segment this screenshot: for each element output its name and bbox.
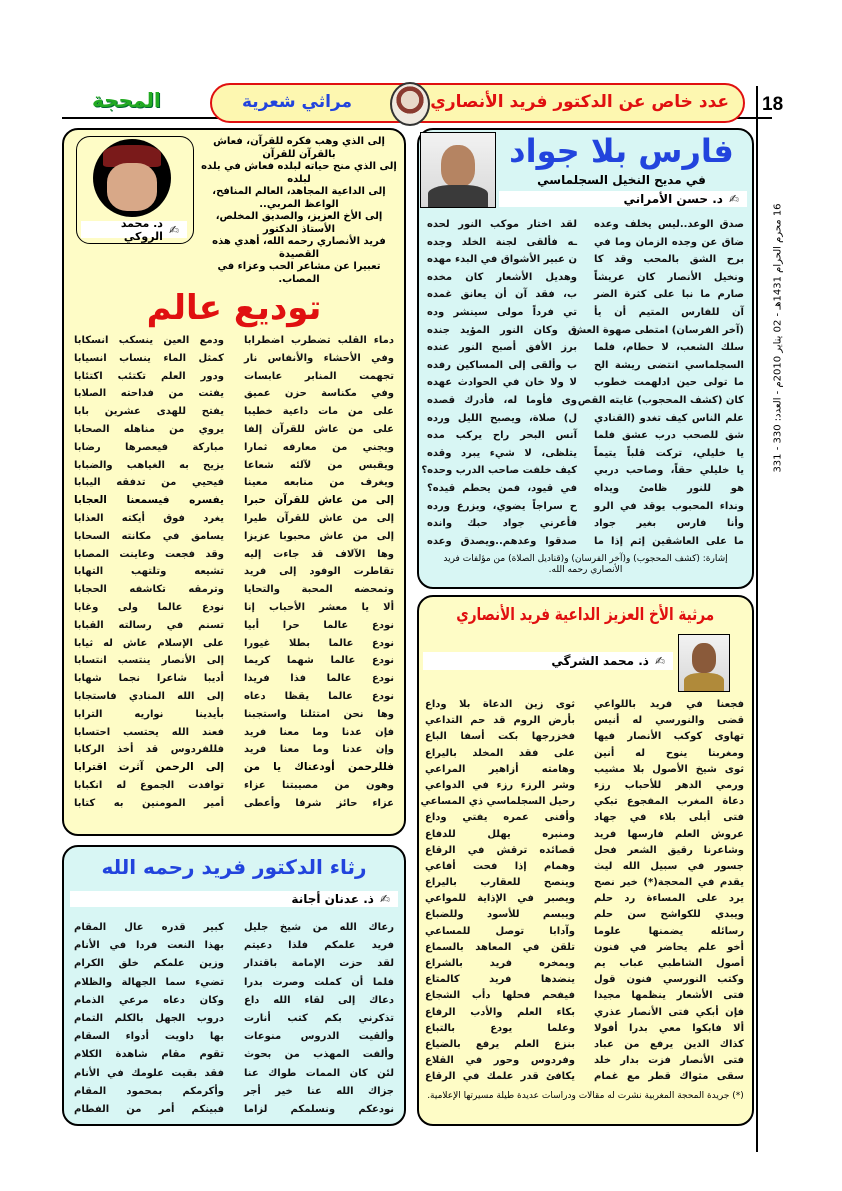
verse-row — [425, 1037, 744, 1053]
second-hemistich: وأكرمكم بمحمود المقام — [74, 1085, 224, 1097]
second-hemistich: تقوم مقام شاهدة الكلام — [74, 1049, 224, 1061]
first-hemistich: على من عاش للقرآن إلفا — [244, 423, 394, 435]
verse-row — [74, 777, 394, 795]
second-hemistich: فخزرجها بكت أسفا الباع — [425, 731, 575, 743]
section-title: مراثي شعرية — [242, 92, 353, 112]
first-hemistich: وفي الأحشاء والأنفاس نار — [244, 352, 394, 364]
first-hemistich: فتى أبلى بلاء في جهاد — [594, 812, 744, 824]
second-hemistich: وهديل الأشعار كان مخده — [427, 271, 577, 283]
issue-info — [770, 128, 786, 548]
author-name: ذ. محمد الشرگي — [551, 654, 649, 668]
article-title: توديع عالم — [146, 288, 322, 328]
portrait-photo — [390, 82, 430, 126]
verse-row — [427, 304, 744, 322]
second-hemistich: ومنبره يهلل للدفاع — [425, 828, 575, 840]
verse-row — [74, 635, 394, 653]
first-hemistich: وشاعرنا رقيق الشعر فحل — [594, 844, 744, 856]
article-title: مرثية الأخ العزيز الداعية فريد الأنصاري — [455, 605, 714, 625]
second-hemistich: بنزع العلم يرفع بالضياع — [425, 1038, 575, 1050]
first-hemistich: لئن كان الممات طواك عنا — [244, 1067, 394, 1079]
verse-row — [427, 445, 744, 463]
first-hemistich: لقد حزت الإمامة باقتدار — [244, 958, 394, 970]
first-hemistich: يا خليلي حقاً، وصاحب دربي — [594, 465, 744, 477]
second-hemistich: يزيح به الغياهب والضبابا — [74, 459, 224, 471]
dedication-line: إلى الأخ العزيز، والصديق المخلص، الأستاذ الدكتور — [215, 211, 383, 235]
second-hemistich: وى فأوما له، فأدرك قصده — [427, 394, 577, 406]
verse-row — [427, 322, 744, 340]
verse-row — [74, 1010, 394, 1028]
first-hemistich: ألا فابكوا معي بدرا أفولا — [594, 1022, 744, 1034]
verse-row — [74, 457, 394, 475]
verse-row — [427, 269, 744, 287]
pen-icon: ✍ — [728, 192, 739, 206]
verse-row — [74, 617, 394, 635]
first-hemistich: وفي مكناسة حزن عميق — [244, 388, 394, 400]
verse-row — [425, 924, 744, 940]
second-hemistich: بأيدينا نواريه الترابا — [74, 708, 224, 720]
verse-row — [427, 374, 744, 392]
article-title: فارس بلا جواد — [509, 132, 734, 170]
second-hemistich: توافدت الجموع له انكبابا — [74, 779, 224, 791]
second-hemistich: ب، فقد آن أن يعانق غمده — [427, 289, 577, 301]
verse-row — [427, 339, 744, 357]
verse-row — [74, 652, 394, 670]
first-hemistich: وهون من مصيبتنا عزاء — [244, 779, 394, 791]
first-hemistich: كذاك الدين يرفع من عباد — [594, 1038, 744, 1050]
footnote: (*) جريدة المحجة المغربية نشرت له مقالات ودراسات عديدة طيلة مسيرتها الإعلامية. — [427, 1091, 744, 1101]
second-hemistich: وكان دعاه مرعي الذمام — [74, 994, 224, 1006]
second-hemistich: فبينكم أمر من الفطام — [74, 1103, 224, 1115]
first-hemistich: (آخر الفرسان) امتطى صهوة العش — [572, 324, 744, 336]
verse-row — [427, 357, 744, 375]
verse-row — [427, 427, 744, 445]
first-hemistich: قضى والنورسي له أنيس — [594, 715, 744, 727]
second-hemistich: ينضدها فريد كالمتاع — [425, 974, 575, 986]
second-hemistich: على الإسلام عاش له ثيابا — [74, 637, 224, 649]
second-hemistich: تشيعه وتلتهب التهابا — [74, 566, 224, 578]
verse-row — [74, 937, 394, 955]
first-hemistich: نودع عالما شهما كريما — [244, 655, 394, 667]
dedication-line: تعبيرا عن مشاعر الحب وعزاء في المصاب. — [217, 261, 381, 285]
second-hemistich: قصائده ترقش في الرقاع — [425, 844, 575, 856]
first-hemistich: ونخيل الأنصار كان عريشاً — [594, 271, 744, 283]
verse-row — [74, 403, 394, 421]
verse-row — [427, 216, 744, 234]
second-hemistich: تي فرداً مولى سينشر وده — [427, 306, 577, 318]
first-hemistich: ويغرف من منابعه معينا — [244, 477, 394, 489]
page-number: 18 — [762, 94, 784, 115]
second-hemistich: أديبا شاعرا نجما شهابا — [74, 673, 224, 685]
second-hemistich: كبير قدره عال المقام — [74, 922, 224, 933]
verse-row — [425, 778, 744, 794]
verse-row — [425, 827, 744, 843]
first-hemistich: ورمي الدهر للأحباب رزء — [594, 779, 744, 791]
verse-row — [425, 972, 744, 988]
poem — [74, 332, 394, 813]
first-hemistich: عروش العلم فارسها فريد — [594, 828, 744, 840]
article-title: رثاء الدكتور فريد رحمه الله — [101, 855, 367, 879]
second-hemistich: ح سراجاً يضوي، ويزرع ورده — [427, 500, 577, 512]
second-hemistich: يغرد فوق أيكته العذابا — [74, 512, 224, 524]
second-hemistich: يروي من مناهله الصحابا — [74, 423, 224, 435]
dedication-line: إلى الذي منح حياته لبلده فعاش في بلده لبلده — [201, 161, 397, 185]
verse-row — [427, 251, 744, 269]
pen-icon: ✍ — [379, 892, 390, 906]
author-byline — [70, 891, 398, 907]
author-photo — [678, 634, 730, 692]
dedication-line: إلى الذي وهب فكره للقرآن، فعاش بالقرآن للقرآن — [213, 136, 385, 160]
first-hemistich: ونداء المحبوب يوقد في الرو — [594, 500, 744, 512]
verse-row — [421, 462, 744, 480]
second-hemistich: وقد فجعت وعاينت المصابا — [74, 548, 224, 560]
verse-row — [427, 234, 744, 252]
second-hemistich: وأفنى عمره يفتي وداع — [425, 812, 575, 824]
verse-row — [74, 974, 394, 992]
first-hemistich: فريد علمكم فلذا دعيتم — [244, 940, 394, 952]
verse-row — [74, 599, 394, 617]
verse-row — [74, 741, 394, 759]
pen-icon: ✍ — [168, 222, 179, 237]
verse-row — [74, 421, 394, 439]
first-hemistich: السجلماسي انتضى ريشة الح — [594, 359, 744, 371]
second-hemistich: ودور العلم تكتئب اكتئابا — [74, 370, 224, 382]
header-banner — [210, 83, 745, 123]
second-hemistich: ثوى زين الدعاة بلا وداع — [425, 699, 575, 710]
verse-row — [425, 907, 744, 923]
verse-row — [425, 859, 744, 875]
first-hemistich: وها نحن امتثلنا واستجبنا — [244, 708, 394, 720]
verse-row — [425, 729, 744, 745]
author-byline — [81, 216, 187, 243]
verse-row — [74, 510, 394, 528]
second-hemistich: صدقوا وعدهم..ويصدق وعده — [427, 535, 577, 547]
verse-row — [425, 988, 744, 1004]
second-hemistich: فقد بقيت علومك في الأنام — [74, 1067, 224, 1079]
first-hemistich: ومغربنا ينوح له أنين — [594, 747, 744, 759]
first-hemistich: وإن عدنا وما معنا فريد — [244, 744, 394, 756]
verse-row — [425, 940, 744, 956]
verse-row — [74, 492, 394, 510]
second-hemistich: مباركة فيعصرها رضابا — [74, 441, 224, 453]
first-hemistich: دعاك إلى لقاء الله داع — [244, 994, 394, 1006]
verse-row — [425, 1021, 744, 1037]
first-hemistich: نودع عالما يقظا دعاه — [244, 690, 394, 702]
first-hemistich: تهاوى كوكب الأنصار فيها — [594, 731, 744, 743]
first-hemistich: وها الآلاف قد جاءت إليه — [244, 548, 394, 560]
first-hemistich: على من مات داعية خطيبا — [244, 406, 394, 418]
second-hemistich: ن عبير الأشواق في البدء مهده — [427, 254, 577, 266]
first-hemistich: وأنا فارس بغير جواد — [594, 518, 744, 530]
second-hemistich: ب وألقى إلى المساكين رفده — [427, 359, 577, 371]
verse-row — [425, 891, 744, 907]
second-hemistich: إلى الله المنادي فاستجابا — [74, 690, 224, 702]
second-hemistich: وهمام إذا فحت أفاعي — [425, 860, 575, 872]
first-hemistich: رعاك الله من شيخ جليل — [244, 922, 394, 933]
article-tawdi-alim — [62, 128, 406, 836]
first-hemistich: وتمحضه المحبة والتحايا — [244, 584, 394, 596]
second-hemistich: ويصبر في الإذاية للمواعي — [425, 893, 575, 905]
verse-row — [74, 759, 394, 777]
first-hemistich: أصول الشاطبي عباب يم — [594, 958, 744, 969]
second-hemistich: وآدابا توصل للمساعي — [425, 925, 575, 937]
verse-row — [425, 746, 744, 762]
verse-row — [74, 385, 394, 403]
author-byline — [423, 652, 673, 670]
poem — [420, 697, 744, 1086]
first-hemistich: سلك الشعب، لا حطام، فلما — [594, 342, 744, 354]
second-hemistich: يفتت من فداحته الصلابا — [74, 388, 224, 400]
author-name: د. محمد الروكي — [120, 216, 163, 243]
verse-row — [427, 533, 744, 551]
pen-icon: ✍ — [654, 654, 665, 668]
first-hemistich: سقى مثواك قطر مع غمام — [594, 1071, 744, 1083]
verse-row — [425, 1069, 744, 1085]
second-hemistich: تسنم في رسالته القبابا — [74, 619, 224, 631]
second-hemistich: فيفحم فحلها دأب الشجاع — [425, 990, 575, 1002]
first-hemistich: نودع عالما فذا فريدا — [244, 673, 394, 685]
first-hemistich: فإن عدنا وما معنا فريد — [244, 726, 394, 738]
first-hemistich: ما تولى حين ادلهمت خطوب — [594, 377, 744, 389]
second-hemistich: ودمع العين ينسكب انسكابا — [74, 335, 224, 346]
first-hemistich: ألا يا معشر الأحباب إنا — [244, 601, 394, 613]
special-issue-title: عدد خاص عن الدكتور فريد الأنصاري — [430, 92, 729, 112]
verse-row — [74, 332, 394, 350]
author-photo — [420, 132, 496, 208]
second-hemistich: ويبسم للأسود وللضباع — [425, 909, 575, 921]
second-hemistich: تضيء سما الجهالة والظلام — [74, 976, 224, 988]
first-hemistich: فتى الأشعار ينظمها مجيدا — [594, 990, 744, 1002]
second-hemistich: ق وكان النور المؤيد جنده — [427, 324, 577, 336]
first-hemistich: ثوى شيخ الأصول بلا مشيب — [594, 763, 744, 775]
verse-row — [425, 1005, 744, 1021]
second-hemistich: يسامق في مكانته السحابا — [74, 530, 224, 542]
first-hemistich: وكتب النورسي فنون قول — [594, 974, 744, 986]
author-name: د. حسن الأمراني — [623, 192, 723, 206]
second-hemistich: وهامته أزاهير المراعي — [425, 763, 575, 775]
second-hemistich: بهذا النعت فردا في الأنام — [74, 940, 224, 952]
second-hemistich: فيحيي من تدفقه اليبابا — [74, 477, 224, 489]
second-hemistich: رحيل السجلماسي ذي المساعي — [420, 796, 575, 808]
first-hemistich: يقدم في المحجة(*) خير نصح — [594, 877, 744, 889]
first-hemistich: ما على العاشقين إثم إذا ما — [594, 535, 744, 547]
second-hemistich: أمير المومنين به كتابا — [74, 797, 224, 809]
first-hemistich: دماء القلب تضطرب اضطرابا — [244, 335, 394, 346]
first-hemistich: نودعكم ونسلمكم لزاما — [244, 1103, 394, 1115]
poem — [74, 919, 394, 1119]
second-hemistich: كيف خلفت صاحب الدرب وحده؟ — [421, 465, 577, 477]
second-hemistich: لقد اختار موكب النور لحده — [427, 219, 577, 230]
second-hemistich: وينصح للعقارب باليراع — [425, 877, 575, 889]
verse-row — [74, 992, 394, 1010]
verse-row — [74, 1083, 394, 1101]
second-hemistich: ـه فألقى لجنة الخلد وجده — [427, 236, 577, 248]
second-hemistich: كمثل الماء ينساب انسيابا — [74, 352, 224, 364]
column-divider — [756, 86, 758, 1152]
dedication-line: فريد الأنصاري رحمه الله، أهدي هذه القصيدة — [212, 236, 386, 260]
second-hemistich: نودع عالما ولى وغابا — [74, 601, 224, 613]
author-byline — [499, 191, 747, 207]
article-title-wrap — [425, 605, 746, 625]
second-hemistich: فأعرني جواد حبك وانده — [427, 518, 577, 530]
first-hemistich: تجهمت المنابر عابسات — [244, 370, 394, 382]
verse-row — [427, 286, 744, 304]
second-hemistich: وفردوس وحور في القلاع — [425, 1055, 575, 1067]
verse-row — [425, 713, 744, 729]
verse-row — [425, 875, 744, 891]
first-hemistich: علم الناس كيف تغدو (القنادي — [594, 412, 744, 424]
second-hemistich: فللفردوس قد أخذ الركابا — [74, 744, 224, 756]
first-hemistich: إلى من عاش محبوبا عزيزا — [244, 530, 394, 542]
second-hemistich: إلى الرحمن آثرت اقترابا — [74, 761, 224, 774]
second-hemistich: وشر الرزء رزء في الدواعي — [425, 779, 575, 791]
verse-row — [74, 670, 394, 688]
verse-row — [74, 955, 394, 973]
first-hemistich: هو للنور ظامئ ويداه — [594, 482, 744, 494]
second-hemistich: بأرض الروم قد حم التداعي — [425, 715, 575, 727]
first-hemistich: ويبدي للكواشح سن حلم — [594, 909, 744, 921]
verse-row — [427, 410, 744, 428]
first-hemistich: دعاة المغرب المفجوع تبكي — [594, 796, 744, 808]
author-card — [76, 136, 194, 244]
first-hemistich: إلى من عاش للقرآن حبرا — [244, 494, 394, 507]
verse-row — [74, 919, 394, 937]
verse-row — [74, 688, 394, 706]
first-hemistich: آن للفارس المتيم أن يأ — [594, 306, 744, 318]
first-hemistich: صارم ما نبا على كثرة الضر — [594, 289, 744, 301]
first-hemistich: فللرحمن أودعناك يا من — [244, 761, 394, 774]
first-hemistich: عزاء حائز شرفا وأعطى — [244, 797, 394, 809]
first-hemistich: إلى من عاش للقرآن طيرا — [244, 512, 394, 524]
verse-row — [427, 480, 744, 498]
second-hemistich: في قيود، فمن يحطم قيده؟ — [427, 482, 577, 494]
second-hemistich: إلى الأنصار ينتسب انتسابا — [74, 655, 224, 667]
verse-row — [425, 843, 744, 859]
verse-row — [74, 1101, 394, 1119]
dedication-text — [198, 136, 400, 286]
second-hemistich: يكافئ قدر علمك في الرقاع — [425, 1071, 575, 1083]
first-hemistich: يا خليلي، تركت قلباً يتيماً — [594, 447, 744, 459]
article-faris-bila-jawad — [417, 128, 754, 589]
first-hemistich: وألفت المهذب من بحوث — [244, 1049, 394, 1061]
verse-row — [74, 1028, 394, 1046]
second-hemistich: وزين علمكم خلق الكرام — [74, 958, 224, 970]
verse-row — [74, 368, 394, 386]
verse-row — [74, 474, 394, 492]
first-hemistich: وألقيت الدروس منوعات — [244, 1031, 394, 1043]
verse-row — [425, 1053, 744, 1069]
verse-row — [420, 794, 744, 810]
article-marthiya — [417, 595, 754, 1126]
first-hemistich: أخو علم يحاضر في فنون — [594, 941, 744, 953]
second-hemistich: ويمخره فريد بالشراع — [425, 958, 575, 969]
verse-row — [74, 350, 394, 368]
verse-row — [427, 515, 744, 533]
second-hemistich: بها داويت أدواء السقام — [74, 1031, 224, 1043]
second-hemistich: وترمقه تكاشفه الحجابا — [74, 584, 224, 596]
second-hemistich: ل) صلاة، ويصبح الليل ورده — [427, 412, 577, 424]
article-ritha — [62, 845, 406, 1126]
second-hemistich: يتلظى، لا شيء يبرد وقده — [427, 447, 577, 459]
second-hemistich: يفتح للهدى عشرين بابا — [74, 406, 224, 418]
verse-row — [74, 563, 394, 581]
verse-row — [74, 528, 394, 546]
verse-row — [74, 795, 394, 813]
verse-row — [74, 706, 394, 724]
first-hemistich: جزاك الله عنا خير أجر — [244, 1085, 394, 1097]
footnote: إشارة: (كشف المحجوب) و(آخر الفرسان) و(قناديل الصلاة) من مؤلفات فريد الأنصاري رحمه الله. — [443, 554, 728, 575]
first-hemistich: برح الشق بالمحب وقد كا — [594, 254, 744, 266]
newspaper-logo: المحجة — [92, 88, 161, 112]
second-hemistich: دروب الجهل بالكلم التمام — [74, 1012, 224, 1024]
article-subtitle: في مديح النخيل السجلماسي — [537, 173, 706, 187]
first-hemistich: شق للصحب درب عشق فلما — [594, 430, 744, 442]
verse-row — [425, 956, 744, 972]
verse-row — [74, 581, 394, 599]
first-hemistich: ويجني من معارفه ثمارا — [244, 441, 394, 453]
first-hemistich: فتى الأنصار فزت بدار خلد — [594, 1055, 744, 1067]
first-hemistich: ضاق عن وجده الزمان وما في — [594, 236, 744, 248]
second-hemistich: لا ولا خان في الحوادث عهده — [427, 377, 577, 389]
first-hemistich: فجعنا في فريد باللواعي — [594, 699, 744, 710]
first-hemistich: فلما أن كملت وصرت بدرا — [244, 976, 394, 988]
verse-row — [74, 1065, 394, 1083]
second-hemistich: يفسره فيسمعنا العجابا — [74, 494, 224, 507]
first-hemistich: تذكرني بكم كتب أنارت — [244, 1012, 394, 1024]
poem — [421, 216, 744, 550]
verse-row — [427, 392, 744, 410]
second-hemistich: آنس البحر راح يركب مده — [427, 430, 577, 442]
second-hemistich: بكاء العلم والأدب الرفاع — [425, 1006, 575, 1018]
second-hemistich: فعند الله يحتسب احتسابا — [74, 726, 224, 738]
verse-row — [74, 546, 394, 564]
first-hemistich: فإن أبكي فتى الأنصار عذري — [594, 1006, 744, 1018]
first-hemistich: نودع عالما بطلا غيورا — [244, 637, 394, 649]
first-hemistich: رسائله يضمنها علوما — [594, 925, 744, 937]
verse-row — [74, 439, 394, 457]
first-hemistich: كان (كشف المحجوب) غايته القص — [577, 394, 744, 406]
verse-row — [425, 697, 744, 713]
second-hemistich: برز الأفق أصبح النور عنده — [427, 342, 577, 354]
first-hemistich: صدق الوعد..ليس يخلف وعده — [594, 219, 744, 230]
dedication-line: إلى الداعية المجاهد، العالم المنافح، الواعظ المربي.. — [212, 186, 386, 210]
verse-row — [74, 724, 394, 742]
first-hemistich: يرد على المساءة رد حلم — [594, 893, 744, 905]
second-hemistich: تلقن في المعاهد بالسماع — [425, 941, 575, 953]
second-hemistich: وعلما يودع بالتباع — [425, 1022, 575, 1034]
first-hemistich: جسور في سبيل الله ليث — [594, 860, 744, 872]
second-hemistich: على فقد المخلد باليراع — [425, 747, 575, 759]
first-hemistich: نودع عالما حرا أبيا — [244, 619, 394, 631]
verse-row — [74, 1046, 394, 1064]
first-hemistich: ويقبس من لآلئه شعاعا — [244, 459, 394, 471]
first-hemistich: تقاطرت الوفود إلى فريد — [244, 566, 394, 578]
verse-row — [425, 810, 744, 826]
verse-row — [425, 762, 744, 778]
author-name: ذ. عدنان أجانة — [291, 892, 374, 906]
verse-row — [427, 498, 744, 516]
issue-info-text: 16 محرم الحرام 1431هـ - 02 يناير 2010م - العدد: 330 - 331 — [772, 203, 784, 473]
author-photo — [93, 139, 171, 217]
